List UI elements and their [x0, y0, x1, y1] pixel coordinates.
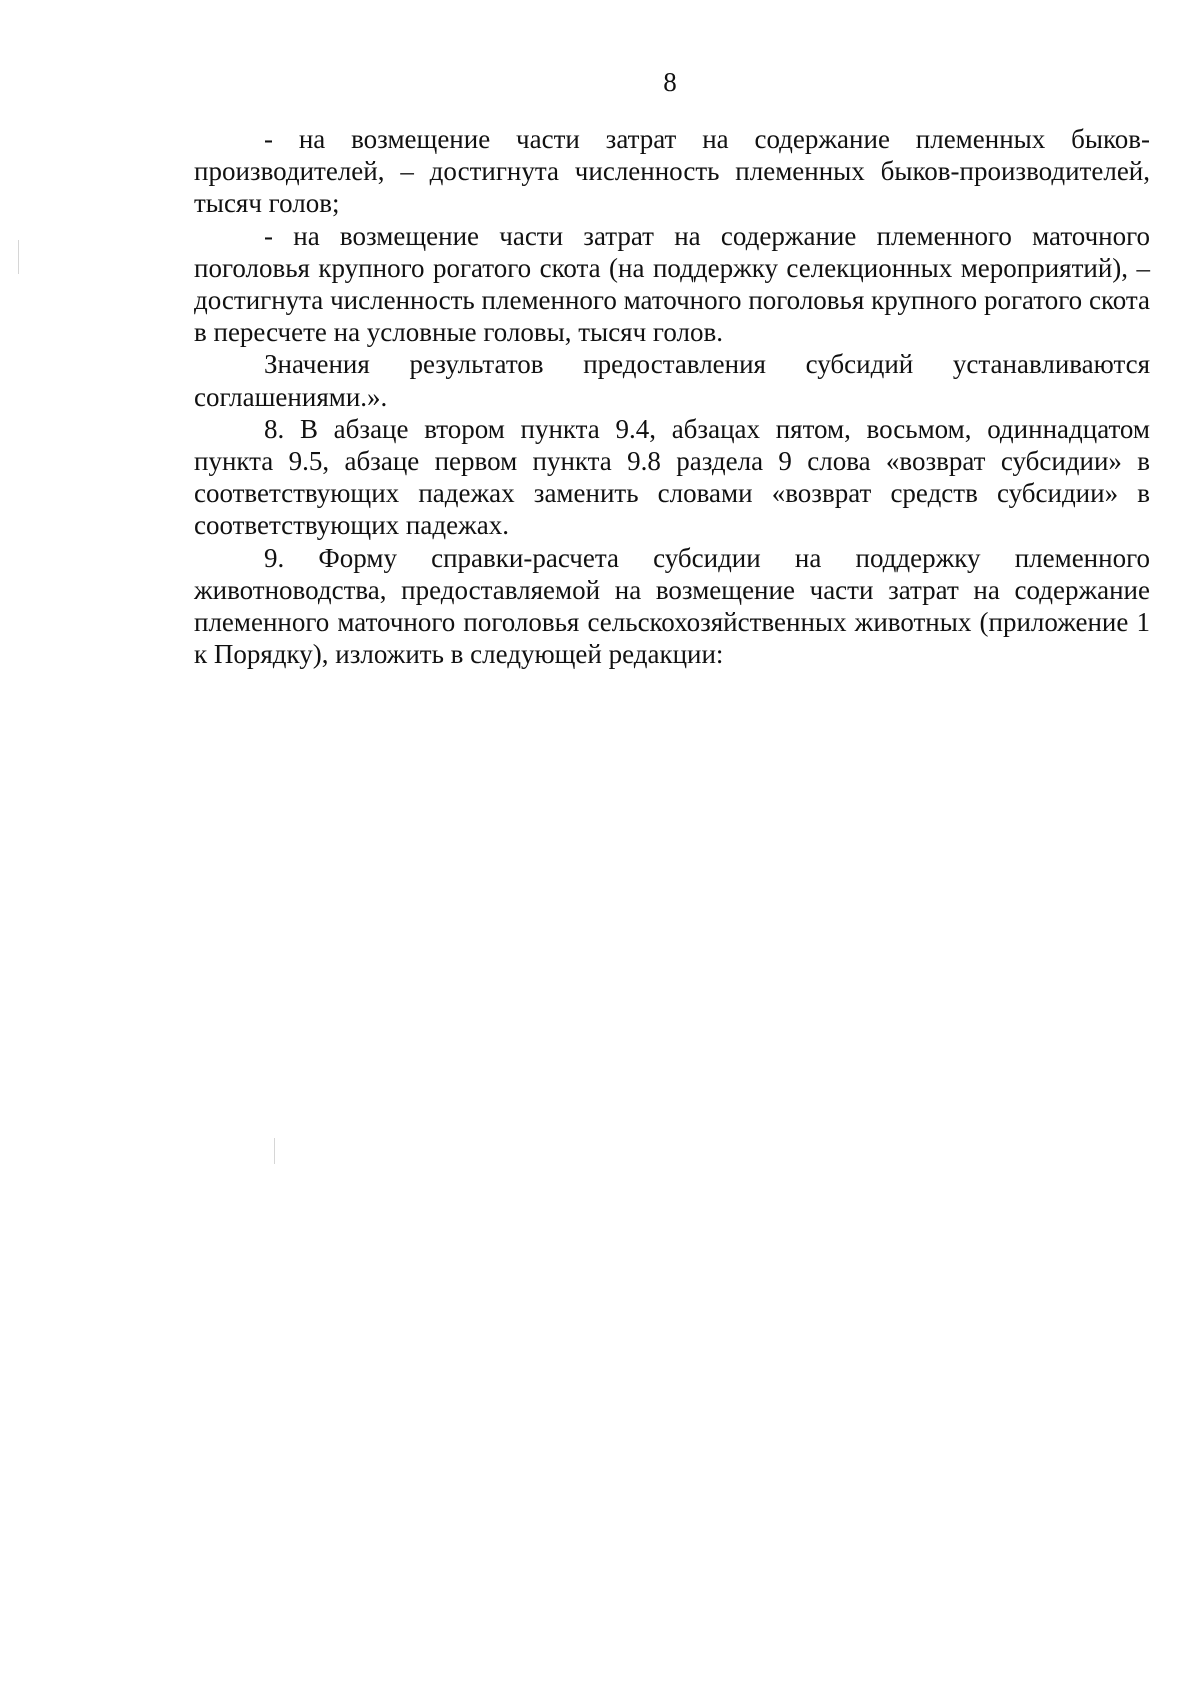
paragraph-item-8: 8. В абзаце втором пункта 9.4, абзацах пятом, восьмом, одиннадцатом пункта 9.5, абзаце первом пункта 9.8 раздела 9 слова «возврат субсидии» в соответствующих падежах заменить словами «возврат средств субсидии» в соответствующих падежах.: [194, 413, 1150, 541]
page-number: 8: [663, 67, 677, 97]
paragraph-results-values: Значения результатов предоставления субсидий устанавливаются соглашениями.».: [194, 349, 1150, 412]
paragraph-item-9: 9. Форму справки-расчета субсидии на поддержку племенного животноводства, предоставляемой на возмещение части затрат на содержание племенного маточного поголовья сельскохозяйственных животных (приложение 1 к Порядку), изложить в следующей редакции:: [194, 542, 1150, 670]
scan-mark-top: [18, 240, 19, 274]
paragraph-bulls-subsidy: - на возмещение части затрат на содержание племенных быков-производителей, – достигнута численность племенных быков-производителей, тысяч голов;: [194, 124, 1150, 219]
paragraph-cattle-subsidy: - на возмещение части затрат на содержание племенного маточного поголовья крупного рогатого скота (на поддержку селекционных мероприятий), – достигнута численность племенного маточного поголовья крупного рогатого скота в пересчете на условные головы, тысяч голов.: [194, 220, 1150, 348]
scan-mark-bottom: [274, 1138, 275, 1164]
document-body: [194, 123, 1150, 670]
